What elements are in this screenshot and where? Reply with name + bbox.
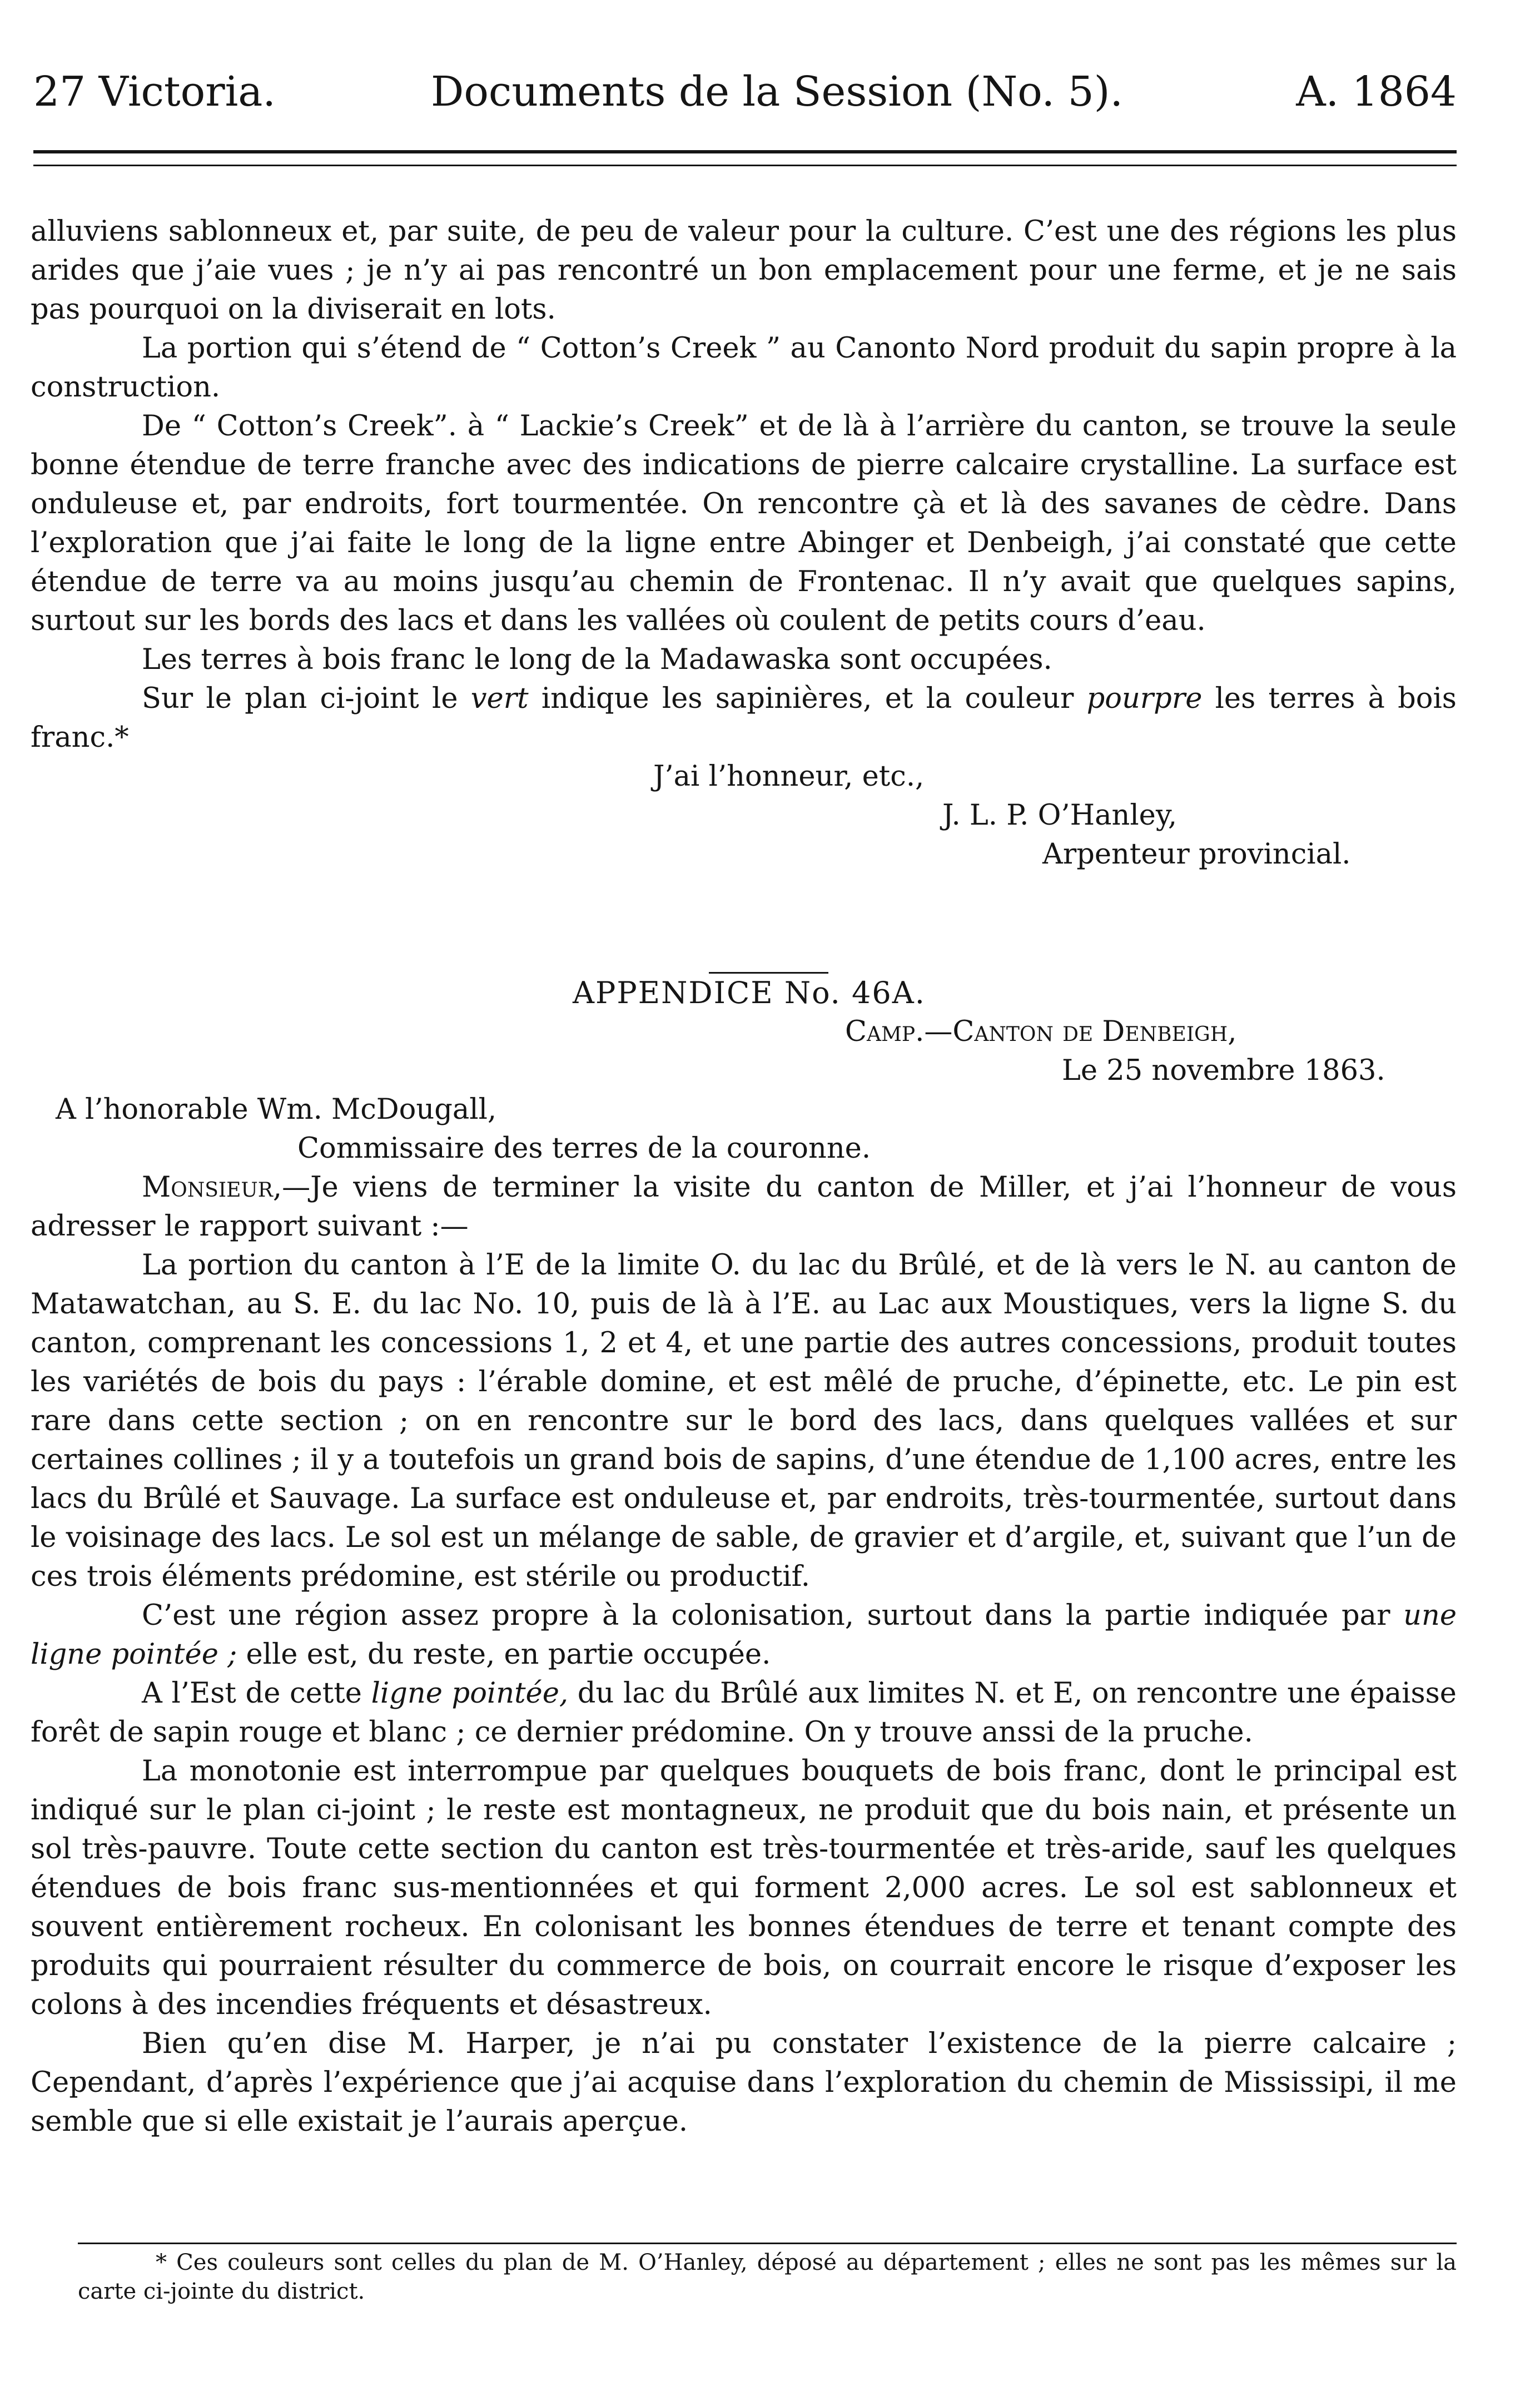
page-body <box>31 212 1457 2141</box>
letter-paragraph-2: La portion du canton à l’E de la limite O. du lac du Brûlé, et de là vers le N. au canton de Matawatchan, au S. E. du lac No. 10, puis de là à l’E. au Lac aux Moustiques, vers la ligne S. du canton, comprenant les concessions 1, 2 et 4, et une partie des autres concessions, produit toutes les variétés de bois du pays : l’érable domine, et est mêlé de pruche, d’épinette, etc. Le pin est rare dans cette section ; on en rencontre sur le bord des lacs, dans quelques vallées et sur certaines collines ; il y a toutefois un grand bois de sapins, d’une étendue de 1,100 acres, entre les lacs du Brûlé et Sauvage. La surface est onduleuse et, par endroits, très-tourmentée, surtout dans le voisinage des lacs. Le sol est un mélange de sable, de gravier et d’argile, et, suivant que l’un de ces trois éléments prédomine, est stérile ou productif. <box>31 1249 1457 1593</box>
para4-italic: ligne pointée, <box>371 1677 569 1710</box>
letter-date: Le 25 novembre 1863. <box>1062 1054 1385 1087</box>
header-rule-thick <box>33 150 1457 153</box>
intro-paragraph-5 <box>31 679 1457 757</box>
intro-paragraph-3: De “ Cotton’s Creek”. à “ Lackie’s Creek” et de là à l’arrière du canton, se trouve la seule bonne étendue de terre franche avec des indications de pierre calcaire crystalline. La surface est onduleuse et, par endroits, fort tourmentée. On rencontre çà et là des savanes de cèdre. Dans l’exploration que j’ai faite le long de la ligne entre Abinger et Denbeigh, j’ai constaté que cette étendue de terre va au moins jusqu’au chemin de Frontenac. Il n’y avait que quelques sapins, surtout sur les bords des lacs et dans les vallées où coulent de petits cours d’eau. <box>31 410 1457 637</box>
header-year: A. 1864 <box>1296 68 1457 116</box>
intro-paragraph-2: La portion qui s’étend de “ Cotton’s Creek ” au Canonto Nord produit du sapin propre à la construction. <box>31 332 1457 404</box>
letter-paragraph-3 <box>31 1596 1457 1674</box>
para5-text-e: les terres à bois franc.* <box>31 682 1457 754</box>
letter-paragraph-6: Bien qu’en dise M. Harper, je n’ai pu constater l’existence de la pierre calcaire ; Cependant, d’après l’expérience que j’ai acquise dans l’exploration du chemin de Mississipi, il me semble que si elle existait je l’aurais aperçue. <box>31 2027 1457 2138</box>
addressee-title: Commissaire des terres de la couronne. <box>297 1132 871 1165</box>
intro-paragraph-4: Les terres à bois franc le long de la Madawaska sont occupées. <box>142 643 1052 676</box>
salutation: Monsieur, <box>142 1171 282 1204</box>
intro-paragraph-1: alluviens sablonneux et, par suite, de peu de valeur pour la culture. C’est une des régions les plus arides que j’aie vues ; je n’y ai pas rencontré un bon emplacement pour une ferme, et je ne sais pas pourquoi on la diviserait en lots. <box>31 215 1457 326</box>
closing-line: J’ai l’honneur, etc., <box>653 760 925 793</box>
header-title: Documents de la Session (No. 5). <box>431 68 1124 116</box>
para3-italic: une ligne pointée ; <box>31 1599 1457 1671</box>
para5-green-word: vert <box>470 682 529 715</box>
addressee: A l’honorable Wm. McDougall, <box>56 1093 497 1126</box>
para4-text-c: du lac du Brûlé aux limites N. et E, on rencontre une épaisse forêt de sapin rouge et blanc ; ce dernier prédomine. On y trouve anssi de la pruche. <box>31 1677 1457 1749</box>
footnote-rule <box>78 2243 1457 2244</box>
letter-paragraph-4 <box>31 1674 1457 1752</box>
letter-paragraph-1-text: —Je viens de terminer la visite du canton de Miller, et j’ai l’honneur de vous adresser le rapport suivant :— <box>31 1171 1457 1243</box>
para3-text-c: elle est, du reste, en partie occupée. <box>246 1638 771 1671</box>
running-header <box>33 66 1457 118</box>
para4-text-a: A l’Est de cette <box>142 1677 362 1710</box>
para5-text-c: indique les sapinières, et la couleur <box>541 682 1074 715</box>
para3-text-a: C’est une région assez propre à la colonisation, surtout dans la partie indiquée par <box>142 1599 1390 1632</box>
para5-purple-word: pourpre <box>1086 682 1203 715</box>
letter-paragraph-1 <box>31 1168 1457 1246</box>
footnote <box>78 2248 1457 2306</box>
header-rule-thin <box>33 165 1457 166</box>
appendix-title: APPENDICE No. 46A. <box>573 975 926 1010</box>
camp-location: Camp.—Canton de Denbeigh, <box>845 1015 1237 1048</box>
header-volume: 27 Victoria. <box>33 68 276 116</box>
footnote-text: * Ces couleurs sont celles du plan de M. O’Hanley, déposé au département ; elles ne sont pas les mêmes sur la carte ci-jointe du district. <box>78 2250 1457 2304</box>
signature-name: J. L. P. O’Hanley, <box>942 799 1178 832</box>
signature-title: Arpenteur provincial. <box>1042 838 1351 871</box>
letter-paragraph-5: La monotonie est interrompue par quelques bouquets de bois franc, dont le principal est indiqué sur le plan ci-joint ; le reste est montagneux, ne produit que du bois nain, et présente un sol très-pauvre. Toute cette section du canton est très-tourmentée et très-aride, sauf les quelques étendues de bois franc sus-mentionnées et qui forment 2,000 acres. Le sol est sablonneux et souvent entièrement rocheux. En colonisant les bonnes étendues de terre et tenant compte des produits qui pourraient résulter du commerce de bois, on courrait encore le risque d’exposer les colons à des incendies fréquents et désastreux. <box>31 1755 1457 2021</box>
para5-text-a: Sur le plan ci-joint le <box>142 682 458 715</box>
